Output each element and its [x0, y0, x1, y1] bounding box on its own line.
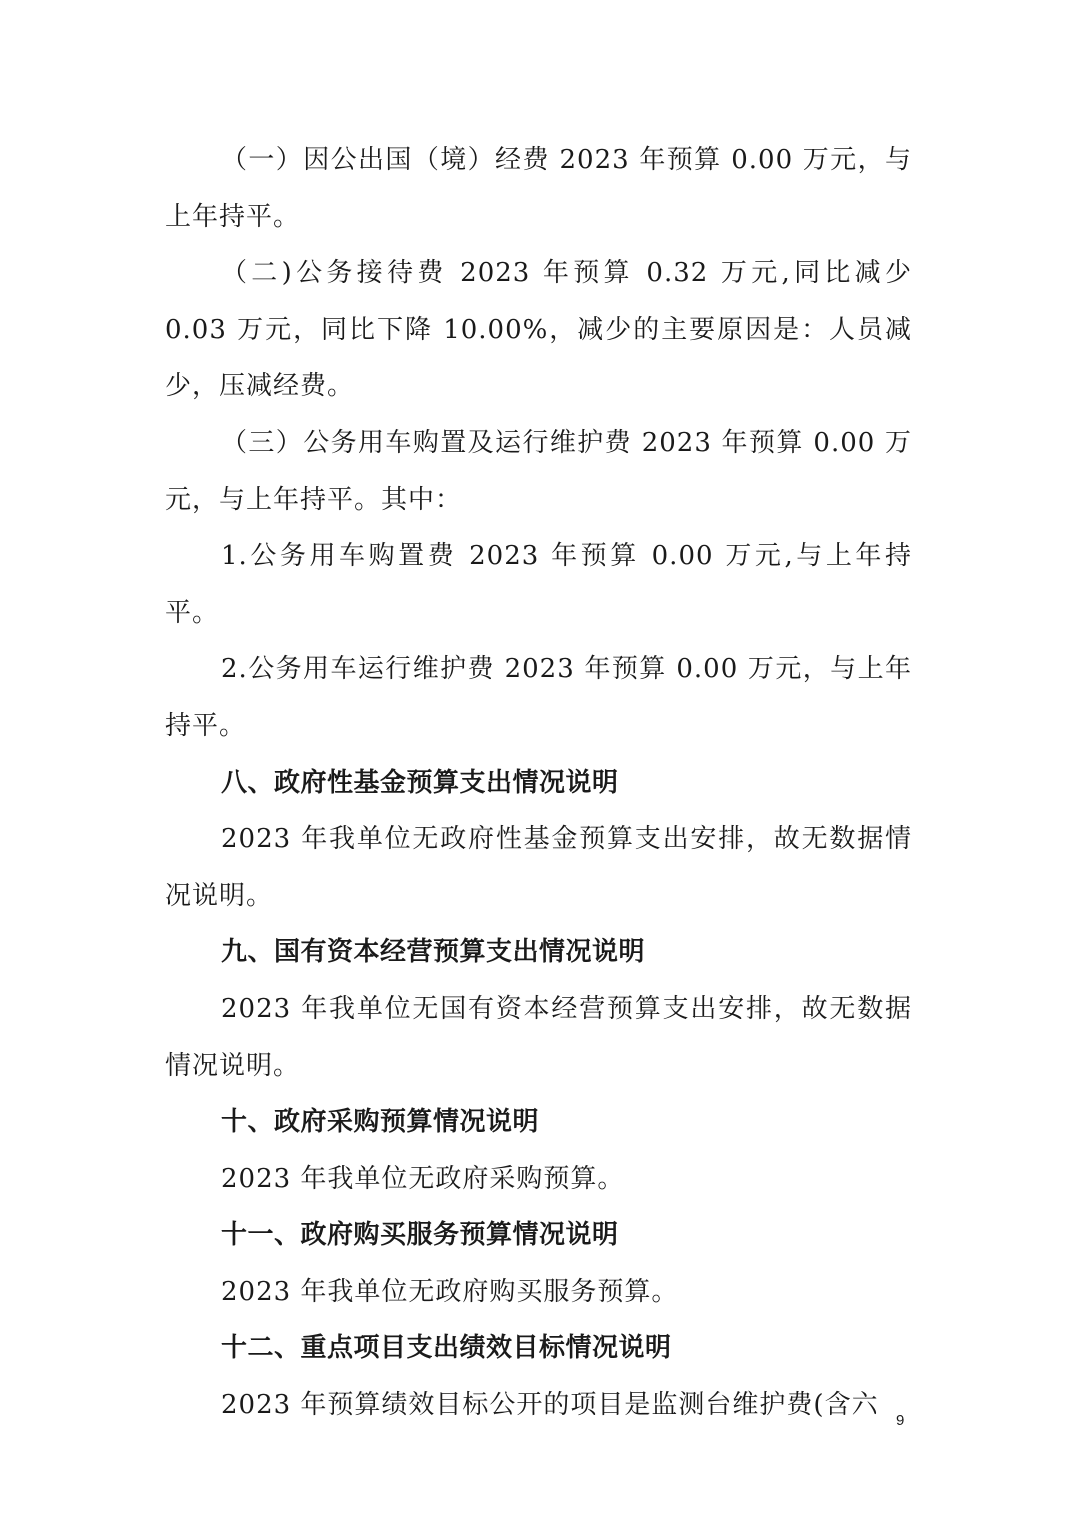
paragraph-overseas-expense: （一）因公出国（境）经费 2023 年预算 0.00 万元，与上年持平。 — [165, 145, 912, 232]
section-heading-10: 十、政府采购预算情况说明 — [221, 1107, 540, 1138]
document-body — [165, 132, 912, 1434]
paragraph-procurement: 2023 年我单位无政府采购预算。 — [221, 1163, 625, 1194]
paragraph-vehicle-expense: （三）公务用车购置及运行维护费 2023 年预算 0.00 万元，与上年持平。其中： — [165, 427, 912, 515]
paragraph-fund-budget: 2023 年我单位无政府性基金预算支出安排，故无数据情况说明。 — [165, 824, 912, 911]
paragraph-vehicle-purchase: 1.公务用车购置费 2023 年预算 0.00 万元,与上年持平。 — [165, 541, 912, 628]
page-number: 9 — [896, 1412, 905, 1429]
paragraph-performance-goals: 2023 年预算绩效目标公开的项目是监测台维护费(含六 — [221, 1390, 879, 1421]
paragraph-state-capital: 2023 年我单位无国有资本经营预算支出安排，故无数据情况说明。 — [165, 993, 912, 1081]
section-heading-12: 十二、重点项目支出绩效目标情况说明 — [221, 1333, 672, 1364]
section-heading-11: 十一、政府购买服务预算情况说明 — [221, 1220, 619, 1251]
section-heading-8: 八、政府性基金预算支出情况说明 — [221, 767, 619, 798]
section-heading-9: 九、国有资本经营预算支出情况说明 — [221, 937, 646, 968]
paragraph-reception-expense: （二)公务接待费 2023 年预算 0.32 万元,同比减少 0.03 万元，同比下降 10.00%，减少的主要原因是：人员减少，压减经费。 — [165, 258, 912, 402]
paragraph-vehicle-maintenance: 2.公务用车运行维护费 2023 年预算 0.00 万元，与上年持平。 — [165, 654, 912, 741]
paragraph-service-purchase: 2023 年我单位无政府购买服务预算。 — [221, 1276, 679, 1307]
